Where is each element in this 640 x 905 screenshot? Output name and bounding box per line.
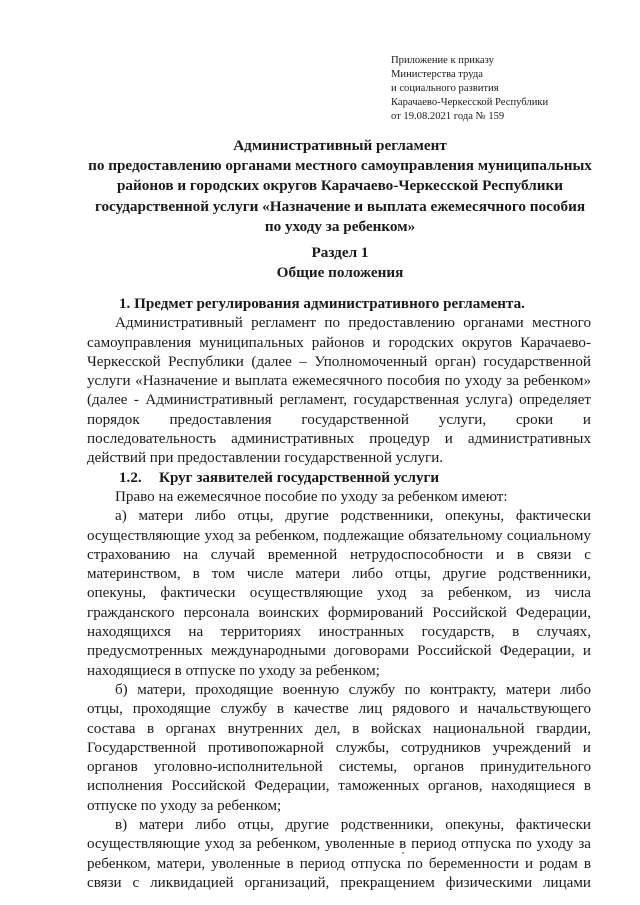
section-heading <box>80 243 600 283</box>
item-b-line: Государственной противопожарной службы, сотрудников учреждений и <box>87 739 591 756</box>
item-b-line: отпуске по уходу за ребенком; <box>87 797 282 814</box>
paragraph-line: последовательность административных процедур и административных <box>87 431 591 448</box>
item-v-line: связи с ликвидацией организаций, прекращением физическими лицами <box>87 874 591 891</box>
subsection-heading-1: 1. Предмет регулирования административного регламента. <box>119 296 525 312</box>
paragraph-line: порядок предоставления государственной услуги, сроки и <box>87 411 591 428</box>
subsection-heading-1-2 <box>87 469 591 488</box>
item-a-line: материнством, в том числе матери либо отцы, другие родственники, <box>87 566 591 583</box>
paragraph-line: Административный регламент по предоставлению органами местного <box>115 315 591 332</box>
document-title <box>80 136 600 237</box>
note-line: Карачаево-Черкесской Республики <box>391 97 549 108</box>
item-b-line: состава в органах внутренних дел, в войсках национальной гвардии, <box>87 720 591 737</box>
item-a-line: находящиеся в отпуске по уходу за ребенком; <box>87 662 380 679</box>
paragraph-line: действий при предоставлении государственной услуги. <box>87 450 444 467</box>
section-number: Раздел 1 <box>311 244 369 261</box>
item-a-line: гражданского персонала воинских формирований Российской Федерации, <box>87 604 591 621</box>
item-a-line: страхованию на случай временной нетрудоспособности и в связи с <box>87 546 591 563</box>
title-line: Административный регламент <box>233 137 447 154</box>
item-v-line: ребенком, матери, уволенные в период отпуска по беременности и родам в <box>87 855 591 872</box>
title-line: районов и городских округов Карачаево-Черкесской Республики <box>116 177 563 195</box>
item-b-line: отцы, проходящие службу в качестве лиц рядового и начальствующего <box>87 701 591 718</box>
note-line: Приложение к приказу <box>391 55 494 66</box>
paragraph-line: (далее - Административный регламент, государственная услуга) определяет <box>87 392 591 409</box>
item-b-line: б) матери, проходящие военную службу по контракту, матери либо <box>115 681 591 698</box>
intro-line: Право на ежемесячное пособие по уходу за ребенком имеют: <box>115 488 508 505</box>
title-line: по предоставлению органами местного самоуправления муниципальных <box>88 157 592 175</box>
item-b-line: органов уголовно-исполнительной системы, органов принудительного <box>87 759 591 776</box>
item-v-line: в) матери либо отцы, другие родственники, опекуны, фактически <box>115 817 591 834</box>
item-a-line: предусмотренных международными договорами Российской Федерации, и <box>87 643 591 660</box>
note-line: от 19.08.2021 года № 159 <box>391 111 505 122</box>
item-v-line: осуществляющие уход за ребенком, уволенные в период отпуска по уходу за <box>87 836 591 853</box>
subsection-title: Круг заявителей государственной услуги <box>159 469 440 486</box>
scan-speck <box>402 852 404 854</box>
item-a-line: опекуны, фактически осуществляющие уход за ребенком, из числа <box>87 585 591 602</box>
item-b-line: исполнения Российской Федерации, таможенных органов, находящиеся в <box>87 778 591 795</box>
document-body <box>87 295 591 893</box>
section-name: Общие положения <box>276 264 404 281</box>
item-a-line: а) матери либо отцы, другие родственники, опекуны, фактически <box>115 508 591 525</box>
item-a-line: осуществляющие уход за ребенком, подлежащие обязательному социальному <box>87 527 591 544</box>
title-line: по уходу за ребенком» <box>264 217 416 235</box>
order-attachment-note <box>391 54 611 124</box>
title-line: государственной услуги «Назначение и выплата ежемесячного пособия <box>94 197 586 215</box>
note-line: Министерства труда <box>391 69 483 80</box>
paragraph-line: услуги «Назначение и выплата ежемесячного пособия по уходу за ребенком» <box>87 373 591 390</box>
paragraph-line: самоуправления муниципальных районов и городских округов Карачаево- <box>87 334 591 351</box>
paragraph-line: Черкесской Республики (далее – Уполномоченный орган) государственной <box>87 353 591 370</box>
subsection-number: 1.2. <box>119 469 142 486</box>
item-a-line: находящихся на территориях иностранных государств, в случаях, <box>87 624 591 641</box>
note-line: и социального развития <box>391 83 499 94</box>
